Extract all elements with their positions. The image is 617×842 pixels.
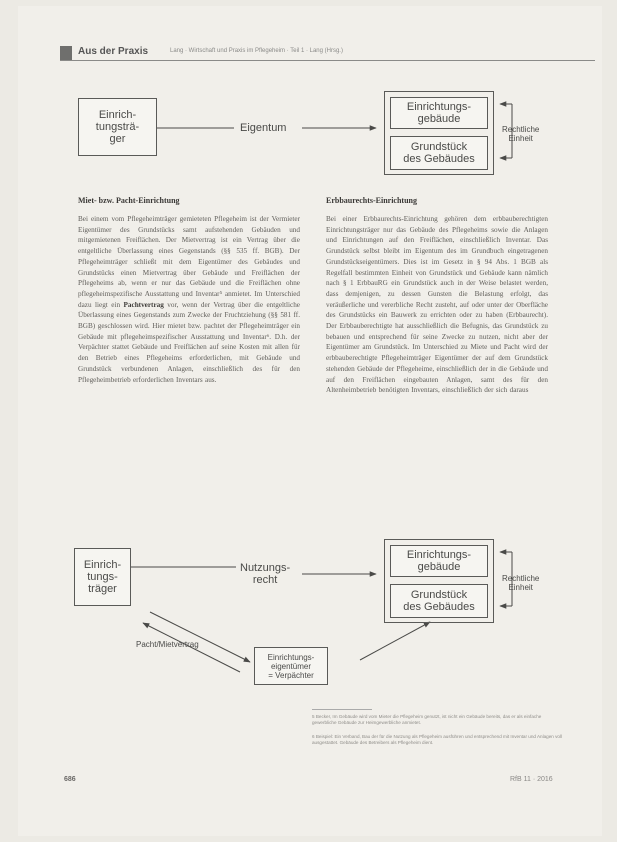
ownership-label: Eigentum — [240, 122, 287, 134]
footnote-6: 6 Beispiel: Ein Verband, Bau der für die Nutzung als Pflegeheim ausführen und entsprechend mit Inventar und Anlagen voll ausgestattet. Gebäude des Betreibers als Pflegeheim dient. — [312, 734, 563, 745]
page-number: 686 — [64, 776, 76, 783]
left-text-part2: vor, wenn der Vertrag über die entgeltliche Überlassung eines Gegenstands zum Zwecke der Fruchtziehung (§§ 581 ff. BGB) geschlossen wird. Hier mietet bzw. pachtet der Pflegeheimträger ein Gebäude mit pflegeheimspezifischer Ausstattung und Inventar⁶. D.h. der Verpächter stattet Gebäude und Freiflächen auf seine Kosten mit allen für den Betrieb eines Pflegeheims erforderlichen, mit Gebäude und Grundstück verbundenen Anlagen, einschließlich des für den Pflegeheimbetrieb erforderlichen Inventars aus. — [78, 300, 300, 384]
left-text-part1: Bei einem vom Pflegeheimträger gemieteten Pflegeheim ist der Vermieter Eigentümer des Grundstücks samt aufstehenden Gebäuden und mitgemietenen Freiflächen. Der Mietvertrag ist ein Vertrag über die entgeltliche Überlassung eines Gegenstands (§§ 535 ff. BGB). Der Pflegeheimträger schließt mit dem Eigentümer des Gebäudes und Grundstücks einen Mietvertrag über Gebäude und Freiflächen der Pflegeheims ab, wenn er nur das Gebäude und die Freiflächen ohne pflegeheimspezifische Ausstattung und Inventar⁵ anmietet. Im Unterschied dazu liegt ein — [78, 215, 300, 309]
section-subtitle: Lang · Wirtschaft und Praxis im Pflegeheim · Teil 1 · Lang (Hrsg.) — [170, 48, 343, 54]
footnote-rule — [312, 709, 372, 710]
issue-label: RfB 11 · 2016 — [510, 776, 553, 783]
land-box-label: Grundstück des Gebäudes — [403, 141, 475, 165]
left-column-text — [78, 214, 300, 385]
owner-box — [254, 647, 328, 685]
footnote-5: 5 Becker, Im Gebäude wird vom Mieter die Pflegeheim genutzt, ist nicht ein Gebäude bereits, das er als einfache gewerbliche Gebäude zur Heimgewerbliche anmietet. — [312, 714, 542, 725]
operator-box-2 — [74, 548, 131, 606]
left-column-heading: Miet- bzw. Pacht-Einrichtung — [78, 196, 180, 205]
legal-unit-label: Rechtliche Einheit — [502, 125, 540, 143]
building-box — [390, 97, 488, 129]
lease-contract-label: Pacht/Mietvertrag — [136, 640, 199, 649]
land-box-2-label: Grundstück des Gebäudes — [403, 589, 475, 613]
legal-unit-label-2: Rechtliche Einheit — [502, 574, 540, 592]
building-box-label: Einrichtungs- gebäude — [406, 101, 472, 125]
land-box-2 — [390, 584, 488, 618]
owner-box-label: Einrichtungs- eigentümer = Verpächter — [267, 652, 315, 680]
building-box-2-label: Einrichtungs- gebäude — [406, 549, 472, 573]
lease-arrow-down — [150, 612, 250, 662]
operator-box-2-label: Einrich- tungs- träger — [83, 559, 122, 595]
right-column-text: Bei einer Erbbaurechts-Einrichtung gehören dem erbbauberechtigten Einrichtungsträger nur das Gebäude des Pflegeheims sowie die Anlagen und Einrichtungen auf den Freiflächen, einschließlich Inventar. Das Grundstück selbst bleibt im Eigentum des im Grundbuch eingetragenen Grundstückseigentümers. Dies ist im Gesetz in § 94 Abs. 1 BGB als Regelfall bestimmten Einheit von Grundstück und Gebäude kann nämlich nach § 1 ErbbauRG ein Grundstück auch in der Weise belastet werden, dass demjenigen, zu dessen Gunsten die Belastung erfolgt, das veräußerliche und vererbliche Recht zusteht, auf oder unter der Oberfläche des Grundstücks ein Bauwerk zu errichten oder zu haben (Erbbaurecht). Der Erbbauberechtigte hat ausschließlich die Befugnis, das Grundstück zu bebauen und entsprechend für seine Zwecke zu nutzen, nicht aber der Eigentümer am Grundstück. Im Unterschied zu Miete und Pacht wird der erbbauberechtigte Pflegeheimträger Eigentümer der auf dem Grundstück stehenden Gebäude der Pflegeheime, einschließlich der in die Gebäude und auf den Freiflächen eingebauten Anlagen, samt des für den Altenheimbetrieb benötigten Inventars, einschließlich der sich daraus — [326, 215, 548, 395]
land-box — [390, 136, 488, 170]
section-title: Aus der Praxis — [78, 46, 149, 57]
operator-box — [78, 98, 157, 156]
owner-arrow — [360, 622, 430, 660]
right-column-heading: Erbbaurechts-Einrichtung — [326, 196, 417, 205]
operator-box-label: Einrich- tungsträ- ger — [95, 109, 140, 145]
usage-right-label: Nutzungs- recht — [240, 562, 291, 586]
building-box-2 — [390, 545, 488, 577]
left-text-bold: Pachtvertrag — [123, 300, 164, 309]
